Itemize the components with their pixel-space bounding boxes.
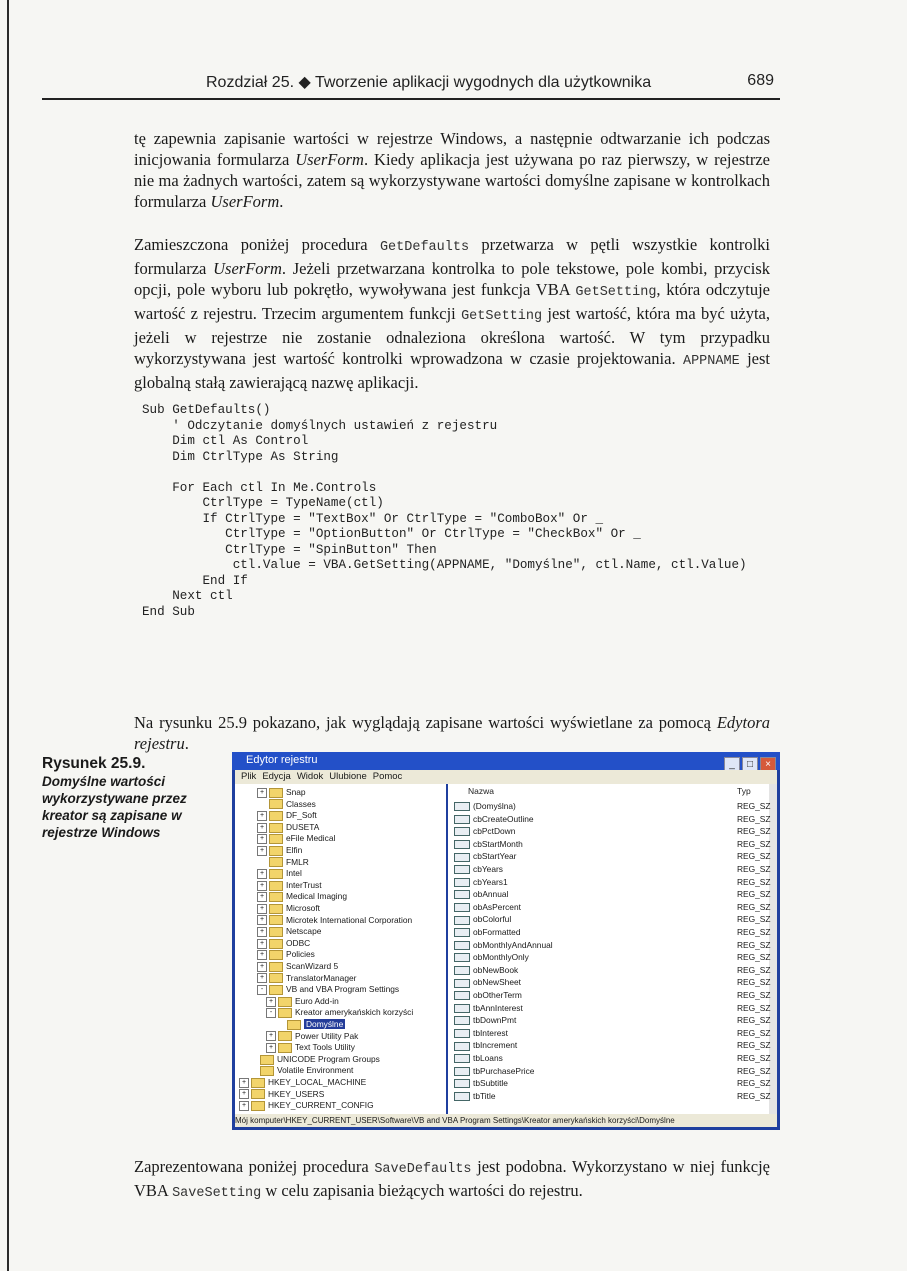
registry-value-row[interactable] <box>454 1065 772 1077</box>
string-value-icon <box>454 815 470 824</box>
tree-node-label: VB and VBA Program Settings <box>286 984 400 995</box>
expand-icon[interactable]: + <box>257 939 267 949</box>
string-value-icon <box>454 1029 470 1038</box>
tree-node-label: TranslatorManager <box>286 972 357 983</box>
folder-icon <box>269 962 283 972</box>
tree-node-label: DUSETA <box>286 821 320 832</box>
string-value-icon <box>454 928 470 937</box>
registry-tree-pane[interactable] <box>235 784 446 1114</box>
figure-caption <box>42 755 202 841</box>
running-header <box>42 68 780 100</box>
tree-node-label: DF_Soft <box>286 810 317 821</box>
tree-node[interactable] <box>257 844 302 856</box>
tree-node-label: Kreator amerykańskich korzyści <box>295 1007 414 1018</box>
value-name: tbLoans <box>473 1053 503 1063</box>
folder-icon <box>269 915 283 925</box>
string-value-icon <box>454 1004 470 1013</box>
string-value-icon <box>454 865 470 874</box>
folder-icon <box>269 799 283 809</box>
expand-icon[interactable]: + <box>239 1101 249 1111</box>
expand-icon[interactable]: + <box>266 1031 276 1041</box>
folder-icon <box>251 1089 265 1099</box>
tree-node-label: FMLR <box>286 856 309 867</box>
minimize-icon[interactable]: _ <box>724 757 740 773</box>
value-type: REG_SZ <box>737 927 771 937</box>
code-line: If CtrlType = "TextBox" Or CtrlType = "ComboBox" Or _ <box>202 511 604 526</box>
code-line: Next ctl <box>172 589 233 603</box>
registry-value-row[interactable] <box>454 1090 772 1102</box>
value-type: REG_SZ <box>737 1015 771 1026</box>
tree-node[interactable] <box>257 948 315 960</box>
value-type: REG_SZ <box>737 914 771 925</box>
text-span: w celu zapisania bieżących wartości do rejestru. <box>261 1181 583 1200</box>
value-type: REG_SZ <box>737 1078 771 1089</box>
registry-value-row[interactable] <box>454 876 772 888</box>
tree-node-label: Medical Imaging <box>286 891 347 902</box>
expand-icon[interactable]: + <box>257 950 267 960</box>
italic-span: UserForm <box>210 192 280 211</box>
folder-icon <box>269 985 283 995</box>
value-type: REG_SZ <box>737 1053 771 1063</box>
value-type: REG_SZ <box>737 864 771 874</box>
registry-value-row[interactable] <box>454 825 772 837</box>
tree-node-label: HKEY_LOCAL_MACHINE <box>268 1077 367 1087</box>
folder-icon <box>269 927 283 937</box>
expand-icon[interactable]: + <box>239 1078 249 1088</box>
tree-node[interactable] <box>248 1064 353 1076</box>
value-name: tbSubtitle <box>473 1078 508 1089</box>
tree-node-label: Classes <box>286 798 316 809</box>
text-span: . <box>184 734 189 753</box>
value-name: cbStartMonth <box>473 838 523 849</box>
paragraph-1 <box>134 128 770 212</box>
text-span: tę zapewnia zapisanie wartości w rejestrze Windows, a następnie odtwarzanie ich podczas inicjowania formularza <box>134 129 770 169</box>
text-span: jest podobna. Wykorzystano w niej funkcję VBA <box>134 1157 770 1200</box>
value-name: obFormatted <box>473 927 521 937</box>
folder-icon <box>269 904 283 914</box>
close-icon[interactable]: × <box>760 757 776 773</box>
maximize-icon[interactable]: □ <box>742 757 758 773</box>
folder-icon <box>251 1101 265 1111</box>
code-line: Sub GetDefaults() <box>142 403 271 417</box>
string-value-icon <box>454 890 470 899</box>
expand-icon[interactable]: + <box>257 962 267 972</box>
string-value-icon <box>454 1042 470 1051</box>
column-header-type[interactable]: Typ <box>737 786 751 796</box>
expand-icon[interactable]: + <box>257 788 267 798</box>
value-type: REG_SZ <box>737 901 771 912</box>
string-value-icon <box>454 991 470 1000</box>
folder-icon <box>260 1055 274 1065</box>
string-value-icon <box>454 953 470 962</box>
string-value-icon <box>454 979 470 988</box>
value-name: cbStartYear <box>473 851 517 862</box>
registry-value-row[interactable] <box>454 964 772 976</box>
folder-icon <box>269 881 283 891</box>
value-type: REG_SZ <box>737 851 771 862</box>
registry-value-row[interactable] <box>454 1052 772 1064</box>
registry-value-row[interactable] <box>454 800 772 812</box>
code-span: GetSetting <box>461 309 543 324</box>
string-value-icon <box>454 1092 470 1101</box>
registry-value-row[interactable] <box>454 1027 772 1039</box>
string-value-icon <box>454 878 470 887</box>
tree-node[interactable] <box>257 983 399 995</box>
italic-span: Edytora rejestru <box>134 713 770 753</box>
tree-node[interactable] <box>257 902 320 914</box>
paragraph-2 <box>134 234 770 393</box>
value-type: REG_SZ <box>737 952 771 963</box>
value-name: obColorful <box>473 914 512 925</box>
chapter-title: Rozdział 25. ◆ Tworzenie aplikacji wygodnych dla użytkownika <box>206 74 652 91</box>
code-line: Dim ctl As Control <box>172 434 309 448</box>
tree-node-label: Netscape <box>286 926 322 937</box>
value-name: tbInterest <box>473 1027 508 1038</box>
code-line: For Each ctl In Me.Controls <box>172 480 377 495</box>
expand-icon[interactable]: + <box>239 1089 249 1099</box>
registry-value-row[interactable] <box>454 888 772 900</box>
registry-value-row[interactable] <box>454 976 772 988</box>
expand-icon[interactable]: + <box>257 834 267 844</box>
tree-node-label: Volatile Environment <box>277 1065 354 1076</box>
text-span: przetwarza w pętli wszystkie kontrolki formularza <box>134 235 771 278</box>
string-value-icon <box>454 941 470 950</box>
menu-item[interactable]: Plik <box>241 771 257 782</box>
expand-icon[interactable]: + <box>266 997 276 1007</box>
window-title: Edytor rejestru <box>246 754 318 766</box>
column-header-name[interactable]: Nazwa <box>468 786 494 796</box>
menu-item[interactable]: Pomoc <box>372 771 403 782</box>
value-name: tbDownPmt <box>473 1015 517 1026</box>
status-bar: Mój komputer\HKEY_CURRENT_USER\Software\VB and VBA Program Settings\Kreator amerykańskich korzyści\Domyślne <box>235 1114 777 1127</box>
tree-node[interactable] <box>257 925 321 937</box>
value-name: tbTitle <box>473 1090 496 1101</box>
folder-icon <box>260 1066 274 1076</box>
menu-bar <box>235 770 777 784</box>
value-name: cbCreateOutline <box>473 813 534 824</box>
tree-node-label: Domyślne <box>306 1019 344 1029</box>
figure-caption-text: Domyślne wartości wykorzystywane przez kreator są zapisane w rejestrze Windows <box>42 774 187 840</box>
tree-node-label: Snap <box>286 787 306 797</box>
tree-node[interactable] <box>239 1099 374 1111</box>
string-value-icon <box>454 1016 470 1025</box>
folder-icon <box>269 823 283 833</box>
value-name: obMonthlyOnly <box>473 952 529 963</box>
tree-node[interactable] <box>257 937 310 949</box>
tree-node-label: Power Utility Pak <box>295 1030 359 1041</box>
registry-editor-window <box>232 752 780 1130</box>
paragraph-4 <box>134 1156 770 1204</box>
value-type: REG_SZ <box>737 876 771 887</box>
tree-node[interactable] <box>257 809 317 821</box>
registry-value-row[interactable] <box>454 939 772 951</box>
expand-icon[interactable]: + <box>257 973 267 983</box>
text-span: . Jeżeli przetwarzana kontrolka to pole tekstowe, pole kombi, przycisk opcji, pole wyboru lub pokrętło, wywoływana jest funkcja VBA <box>134 259 770 299</box>
folder-icon <box>269 788 283 798</box>
text-span: . Kiedy aplikacja jest używana po raz pierwszy, w rejestrze nie ma żadnych wartości, zatem są wykorzystywane wartości domyślne zapisane w kontrolkach formularza <box>134 150 770 211</box>
code-line: End If <box>202 573 248 588</box>
folder-icon <box>269 834 283 844</box>
folder-icon <box>287 1020 301 1030</box>
registry-value-row[interactable] <box>454 951 772 963</box>
tree-node-label: Text Tools Utility <box>295 1042 355 1053</box>
string-value-icon <box>454 853 470 862</box>
tree-node-label: Elfin <box>286 845 303 855</box>
collapse-icon[interactable]: - <box>266 1008 276 1018</box>
value-type: REG_SZ <box>737 939 771 950</box>
expand-icon[interactable]: + <box>257 823 267 833</box>
tree-node-label: ODBC <box>286 937 311 948</box>
registry-value-row[interactable] <box>454 863 772 875</box>
expand-icon[interactable]: + <box>257 904 267 914</box>
folder-icon <box>251 1078 265 1088</box>
collapse-icon[interactable]: - <box>257 985 267 995</box>
string-value-icon <box>454 1067 470 1076</box>
code-line: CtrlType = "SpinButton" Then <box>225 542 437 557</box>
expand-icon[interactable]: + <box>257 869 267 879</box>
folder-icon <box>269 857 283 867</box>
tree-node-label: eFile Medical <box>286 833 336 844</box>
tree-node[interactable] <box>266 1041 355 1053</box>
text-span: jest wartość, która ma być użyta, jeżeli w rejestrze nie zostanie odnaleziona określona wartość. W tym przypadku wykorzystywana jest wartość kontrolki wprowadzona w czasie projektowania. <box>134 304 770 368</box>
code-span: SaveSetting <box>172 1186 262 1201</box>
tree-node-label: HKEY_CURRENT_CONFIG <box>268 1100 374 1111</box>
value-name: tbAnnInterest <box>473 1002 523 1013</box>
text-span: Zamieszczona poniżej procedura <box>134 235 380 254</box>
value-type: REG_SZ <box>737 1040 771 1051</box>
code-line: CtrlType = "OptionButton" Or CtrlType = "CheckBox" Or _ <box>225 527 641 541</box>
tree-node-label: Euro Add-in <box>295 995 339 1006</box>
tree-node-label: UNICODE Program Groups <box>277 1053 380 1064</box>
page-binding-edge <box>7 0 9 1271</box>
code-span: GetDefaults <box>379 240 470 255</box>
code-span: GetSetting <box>575 285 657 300</box>
string-value-icon <box>454 827 470 836</box>
menu-item[interactable]: Ulubione <box>329 771 367 782</box>
code-line: Dim CtrlType As String <box>172 449 339 464</box>
tree-node[interactable] <box>239 1088 324 1100</box>
folder-icon <box>269 950 283 960</box>
string-value-icon <box>454 903 470 912</box>
value-type: REG_SZ <box>737 1002 771 1013</box>
value-type: REG_SZ <box>737 1065 771 1076</box>
tree-node[interactable] <box>257 972 356 984</box>
tree-node[interactable] <box>266 1030 358 1042</box>
figure-number: Rysunek 25.9. <box>42 755 146 772</box>
folder-icon <box>269 869 283 879</box>
registry-value-row[interactable] <box>454 989 772 1001</box>
value-name: obAnnual <box>473 889 509 900</box>
expand-icon[interactable]: + <box>257 846 267 856</box>
tree-node[interactable] <box>257 890 347 902</box>
tree-node-label: InterTrust <box>286 879 322 890</box>
folder-icon <box>278 1031 292 1041</box>
value-type: REG_SZ <box>737 977 771 988</box>
value-name: (Domyślna) <box>473 801 516 811</box>
registry-value-row[interactable] <box>454 1002 772 1014</box>
page-number: 689 <box>747 72 774 89</box>
code-line: ' Odczytanie domyślnych ustawień z rejestru <box>172 418 498 433</box>
folder-icon <box>278 997 292 1007</box>
registry-value-row[interactable] <box>454 901 772 913</box>
italic-span: UserForm <box>213 259 282 278</box>
tree-node[interactable] <box>257 821 319 833</box>
folder-icon <box>278 1043 292 1053</box>
tree-node[interactable] <box>257 960 338 972</box>
value-name: tbPurchasePrice <box>473 1065 535 1076</box>
value-type: REG_SZ <box>737 1027 771 1038</box>
value-name: cbYears1 <box>473 876 508 887</box>
folder-icon <box>269 973 283 983</box>
value-name: cbPctDown <box>473 826 516 837</box>
value-type: REG_SZ <box>737 813 771 824</box>
tree-node[interactable] <box>266 995 339 1007</box>
tree-node[interactable] <box>257 832 335 844</box>
value-type: REG_SZ <box>737 801 771 811</box>
tree-node-label: Microtek International Corporation <box>286 914 413 925</box>
value-name: obAsPercent <box>473 901 521 912</box>
menu-item[interactable]: Widok <box>296 771 324 782</box>
value-type: REG_SZ <box>737 990 771 1000</box>
string-value-icon <box>454 1054 470 1063</box>
value-type: REG_SZ <box>737 826 771 837</box>
value-name: obNewSheet <box>473 977 521 988</box>
expand-icon[interactable]: + <box>257 927 267 937</box>
code-line: End Sub <box>142 604 195 619</box>
registry-value-row[interactable] <box>454 813 772 825</box>
registry-value-row[interactable] <box>454 913 772 925</box>
string-value-icon <box>454 1079 470 1088</box>
folder-icon <box>269 846 283 856</box>
string-value-icon <box>454 966 470 975</box>
code-span: SaveDefaults <box>374 1162 472 1177</box>
text-span: Na rysunku 25.9 pokazano, jak wyglądają zapisane wartości wyświetlane za pomocą <box>134 713 717 732</box>
folder-icon <box>269 892 283 902</box>
code-listing <box>142 403 782 620</box>
expand-icon[interactable]: + <box>266 1043 276 1053</box>
expand-icon[interactable]: + <box>257 915 267 925</box>
tree-node[interactable] <box>257 798 316 810</box>
code-span: APPNAME <box>682 354 740 369</box>
registry-value-row[interactable] <box>454 1014 772 1026</box>
value-type: REG_SZ <box>737 964 771 975</box>
string-value-icon <box>454 916 470 925</box>
code-line: CtrlType = TypeName(ctl) <box>202 496 384 510</box>
tree-node[interactable] <box>248 1053 380 1065</box>
paragraph-3 <box>134 712 770 754</box>
registry-value-row[interactable] <box>454 926 772 938</box>
italic-span: UserForm <box>295 150 364 169</box>
code-line: ctl.Value = VBA.GetSetting(APPNAME, "Domyślne", ctl.Name, ctl.Value) <box>232 558 747 572</box>
value-name: obNewBook <box>473 964 519 975</box>
text-span: , która odczytuje wartość z rejestru. Trzecim argumentem funkcji <box>134 280 770 323</box>
folder-icon <box>269 939 283 949</box>
tree-node[interactable] <box>257 867 302 879</box>
tree-node[interactable] <box>257 786 306 798</box>
text-span: jest globalną stałą zawierającą nazwę aplikacji. <box>134 349 770 392</box>
registry-value-row[interactable] <box>454 850 772 862</box>
value-type: REG_SZ <box>737 889 771 900</box>
expand-icon[interactable]: + <box>257 892 267 902</box>
tree-node[interactable] <box>266 1006 413 1018</box>
tree-node-label: Microsoft <box>286 903 320 913</box>
expand-icon[interactable]: + <box>257 881 267 891</box>
registry-value-row[interactable] <box>454 838 772 850</box>
tree-node[interactable] <box>257 914 412 926</box>
tree-node-label: Policies <box>286 949 315 960</box>
folder-icon <box>269 811 283 821</box>
text-span: Zaprezentowana poniżej procedura <box>134 1157 375 1176</box>
tree-node-label: HKEY_USERS <box>268 1088 325 1099</box>
tree-node[interactable] <box>239 1076 366 1088</box>
folder-icon <box>278 1008 292 1018</box>
tree-node-label: Intel <box>286 868 302 879</box>
menu-item[interactable]: Edycja <box>262 771 291 782</box>
value-type: REG_SZ <box>737 1090 771 1101</box>
tree-node[interactable] <box>257 879 322 891</box>
expand-icon[interactable]: + <box>257 811 267 821</box>
value-type: REG_SZ <box>737 838 771 849</box>
tree-node[interactable] <box>257 856 309 868</box>
registry-value-row[interactable] <box>454 1077 772 1089</box>
value-name: obMonthlyAndAnnual <box>473 939 553 950</box>
registry-value-row[interactable] <box>454 1039 772 1051</box>
value-name: tbIncrement <box>473 1040 518 1051</box>
tree-node-label: ScanWizard 5 <box>286 961 339 971</box>
string-value-icon <box>454 802 470 811</box>
registry-values-pane[interactable] <box>448 784 777 1114</box>
text-span: . <box>279 192 284 211</box>
tree-node[interactable] <box>275 1018 345 1030</box>
value-name: obOtherTerm <box>473 990 522 1000</box>
window-titlebar[interactable] <box>232 752 780 770</box>
string-value-icon <box>454 840 470 849</box>
value-name: cbYears <box>473 864 503 874</box>
